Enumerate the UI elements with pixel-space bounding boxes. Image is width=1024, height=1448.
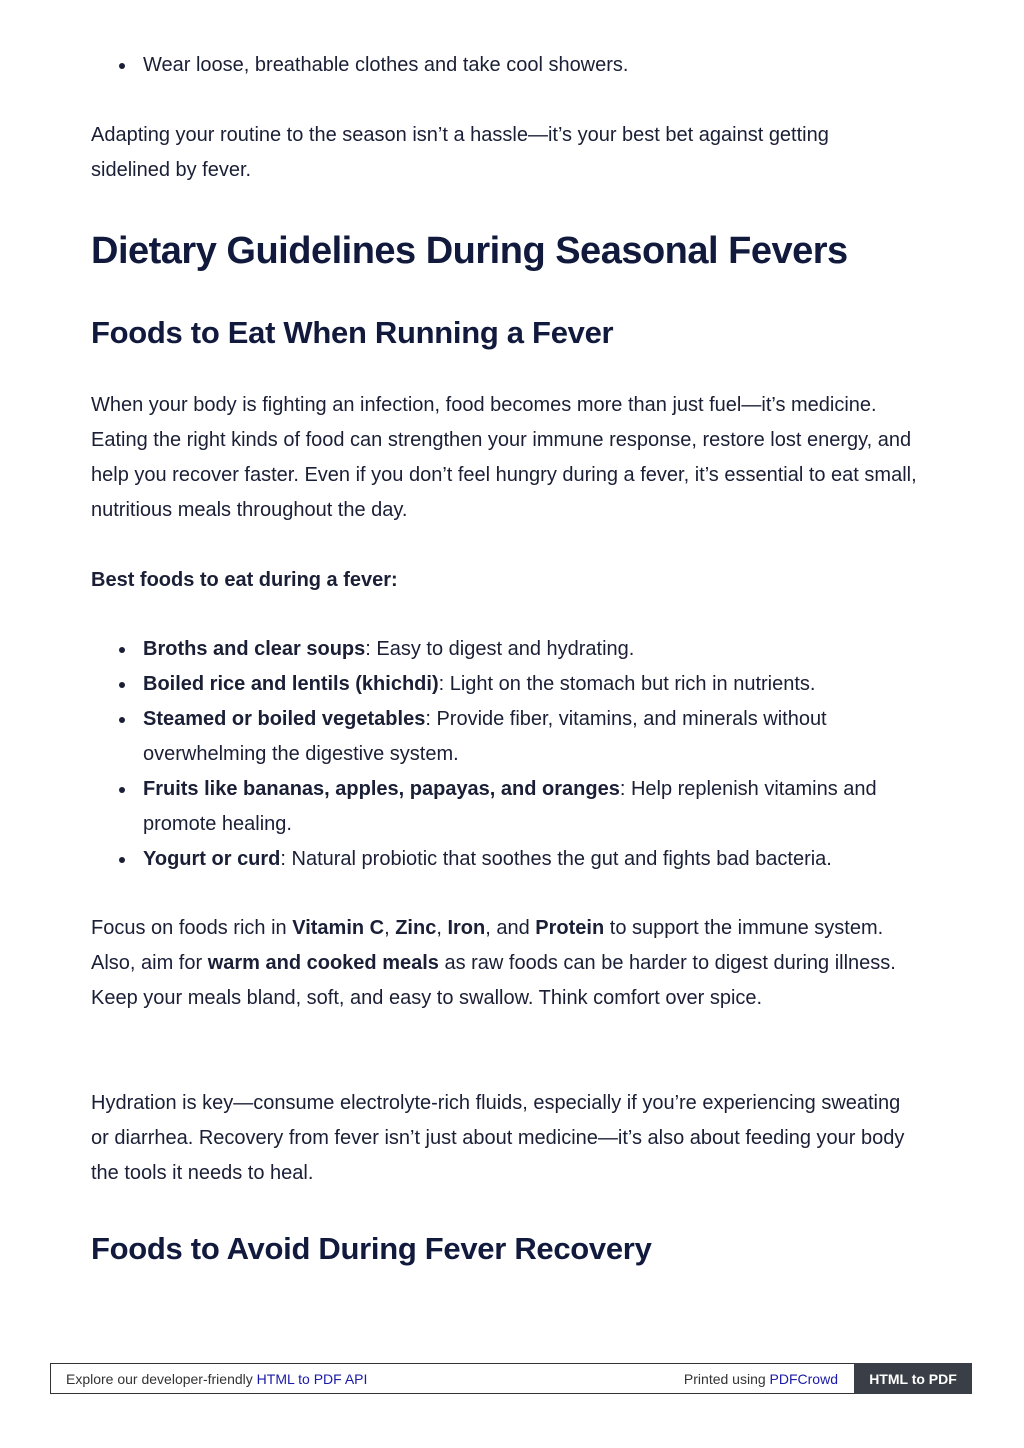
list-item: Steamed or boiled vegetables: Provide fiber, vitamins, and minerals without overwhelming the digestive system. <box>91 702 901 772</box>
section-heading: Dietary Guidelines During Seasonal Fevers <box>91 230 848 272</box>
eat-paragraph: When your body is fighting an infection, food becomes more than just fuel—it’s medicine. Eating the right kinds of food can strengthen your immune response, restore lost energy, and help you recover faster. Even if you don’t feel hungry during a fever, it’s essential to eat small, nutritious meals throughout the day. <box>91 394 917 521</box>
intro-paragraph: Adapting your routine to the season isn’t a hassle—it’s your best bet against getting sidelined by fever. <box>91 124 829 181</box>
footer-right: Printed using PDFCrowd <box>683 1371 838 1387</box>
best-foods-label: Best foods to eat during a fever: <box>91 569 398 591</box>
html-to-pdf-api-link[interactable]: HTML to PDF API <box>256 1371 368 1387</box>
list-item: Wear loose, breathable clothes and take cool showers. <box>91 48 936 83</box>
pdfcrowd-link[interactable]: PDFCrowd <box>769 1371 838 1387</box>
list-item: Broths and clear soups: Easy to digest and hydrating. <box>91 632 901 667</box>
subsection-heading-eat: Foods to Eat When Running a Fever <box>91 315 614 350</box>
html-to-pdf-badge[interactable]: HTML to PDF <box>854 1363 972 1394</box>
top-bullet-list <box>91 48 936 83</box>
list-item: Fruits like bananas, apples, papayas, and oranges: Help replenish vitamins and promote healing. <box>91 772 901 842</box>
footer-left: Explore our developer-friendly HTML to PDF API <box>66 1371 368 1387</box>
pdfcrowd-footer <box>50 1363 972 1394</box>
focus-paragraph: Focus on foods rich in Vitamin C, Zinc, Iron, and Protein to support the immune system. Also, aim for warm and cooked meals as raw foods can be harder to digest during illness. Keep your meals bland, soft, and easy to swallow. Think comfort over spice. <box>91 917 896 1009</box>
list-item: Yogurt or curd: Natural probiotic that soothes the gut and fights bad bacteria. <box>91 842 901 877</box>
subsection-heading-avoid: Foods to Avoid During Fever Recovery <box>91 1231 652 1266</box>
hydration-paragraph: Hydration is key—consume electrolyte-rich fluids, especially if you’re experiencing sweating or diarrhea. Recovery from fever isn’t just about medicine—it’s also about feeding your body the tools it needs to heal. <box>91 1092 905 1184</box>
list-item: Boiled rice and lentils (khichdi): Light on the stomach but rich in nutrients. <box>91 667 901 702</box>
best-foods-list <box>91 632 901 877</box>
